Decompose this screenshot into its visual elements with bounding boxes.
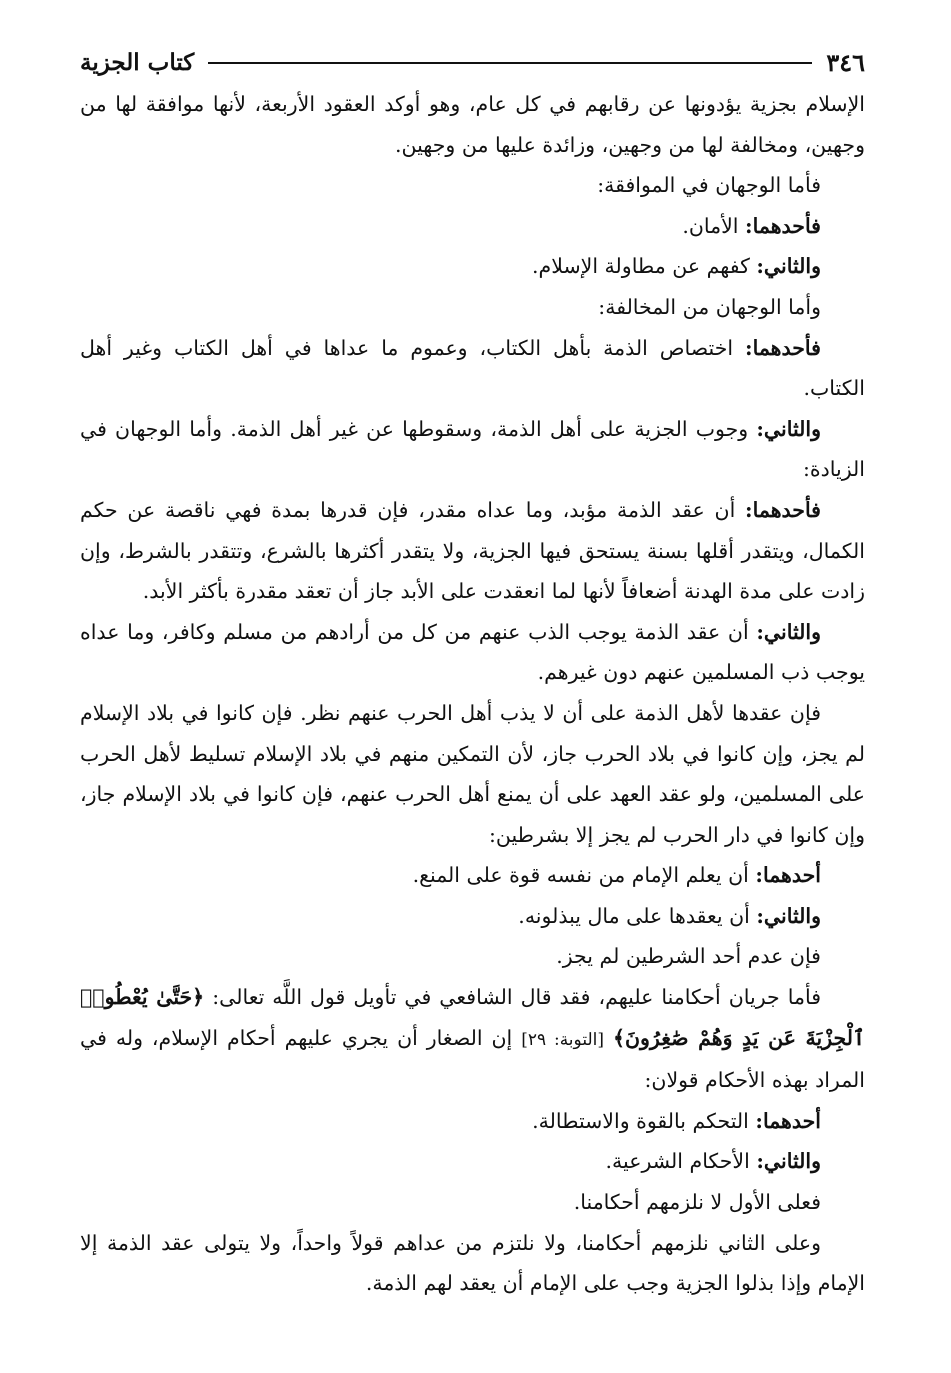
paragraph-text: الأحكام الشرعية.	[605, 1149, 750, 1174]
body-text	[80, 84, 865, 1304]
paragraph	[80, 165, 865, 206]
page-number: ٣٤٦	[826, 47, 865, 77]
paragraph-lead: فأحدهما:	[745, 497, 821, 522]
paragraph-text: وعلى الثاني نلزمهم أحكامنا، ولا نلتزم من عداهم قولاً واحداً، ولا يتولى عقد الذمة إلا الإمام وإذا بذلوا الجزية وجب على الإمام أن يعقد لهم الذمة.	[80, 1230, 865, 1296]
paragraph-text: كفهم عن مطاولة الإسلام.	[532, 254, 750, 279]
paragraph	[80, 855, 865, 896]
paragraph-lead: والثاني:	[756, 416, 821, 441]
page-header	[80, 40, 865, 84]
paragraph	[80, 1223, 865, 1304]
paragraph	[80, 1101, 865, 1142]
paragraph-text: فأما الوجهان في الموافقة:	[597, 173, 821, 198]
paragraph-lead: والثاني:	[756, 1149, 821, 1174]
header-rule	[208, 62, 812, 64]
running-title: كتاب الجزية	[80, 48, 195, 76]
paragraph-text: الأمان.	[682, 213, 739, 238]
paragraph	[80, 206, 865, 247]
paragraph	[80, 1141, 865, 1182]
paragraph-text: اختصاص الذمة بأهل الكتاب، وعموم ما عداها في أهل الكتاب وغير أهل الكتاب.	[80, 335, 865, 401]
verse-reference: [التوبة: ٢٩]	[521, 1029, 604, 1050]
paragraph	[80, 84, 865, 165]
paragraph-text: فعلى الأول لا نلزمهم أحكامنا.	[573, 1190, 821, 1215]
paragraph	[80, 409, 865, 490]
paragraph-lead: فأحدهما:	[745, 335, 821, 360]
paragraph-lead: أحدهما:	[755, 863, 821, 888]
paragraph-lead: فأحدهما:	[745, 213, 821, 238]
paragraph	[80, 936, 865, 977]
paragraph	[80, 490, 865, 612]
quran-verse: ﴿حَتَّىٰ يُعْطُوا۟ ٱلْجِزْيَةَ عَن يَدٍ وَهُمْ صَٰغِرُونَ﴾	[80, 985, 865, 1050]
paragraph	[80, 328, 865, 409]
paragraph-text: فإن عدم أحد الشرطين لم يجز.	[556, 944, 821, 969]
paragraph-text: الإسلام بجزية يؤدونها عن رقابهم في كل عام، وهو أوكد العقود الأربعة، لأنها موافقة لها من وجهين، ومخالفة لها من وجهين، وزائدة عليها من وجهين.	[80, 92, 865, 157]
paragraph-lead: والثاني:	[756, 903, 821, 928]
paragraph	[80, 246, 865, 287]
paragraph-text: أن عقد الذمة مؤبد، وما عداه مقدر، فإن قدرها بمدة فهي ناقصة عن حكم الكمال، ويتقدر أقلها بسنة يستحق فيها الجزية، ولا يتقدر أكثرها بالشرع، وتتقدر بالشرط، وإن زادت على مدة الهدنة أضعافاً لأنها لما انعقدت على الأبد جاز أن تعقد مقدرة بأكثر الأبد.	[80, 497, 865, 604]
paragraph	[80, 612, 865, 693]
paragraph	[80, 896, 865, 937]
paragraph-lead: أحدهما:	[755, 1108, 821, 1133]
paragraph-text: وأما الوجهان من المخالفة:	[598, 294, 821, 319]
paragraph-lead: والثاني:	[756, 254, 821, 279]
paragraph-text: فأما جريان أحكامنا عليهم، فقد قال الشافعي في تأويل قول اللَّه تعالى:	[212, 985, 821, 1010]
paragraph-lead: والثاني:	[756, 619, 821, 644]
page	[80, 40, 865, 1304]
paragraph-text: وجوب الجزية على أهل الذمة، وسقوطها عن غير أهل الذمة. وأما الوجهان في الزيادة:	[80, 416, 865, 482]
paragraph-text: أن يعقدها على مال يبذلونه.	[518, 903, 750, 928]
paragraph-text: التحكم بالقوة والاستطالة.	[532, 1108, 749, 1133]
paragraph-text: أن يعلم الإمام من نفسه قوة على المنع.	[412, 863, 749, 888]
paragraph-text: إن الصغار أن يجري عليهم أحكام الإسلام، وله في المراد بهذه الأحكام قولان:	[80, 1025, 865, 1093]
paragraph	[80, 977, 865, 1101]
paragraph	[80, 287, 865, 328]
paragraph	[80, 1182, 865, 1223]
paragraph-text: فإن عقدها لأهل الذمة على أن لا يذب أهل الحرب عنهم نظر. فإن كانوا في بلاد الإسلام لم يجز، وإن كانوا في بلاد الحرب جاز، لأن التمكين منهم في بلاد الإسلام تسليط لأهل الحرب على المسلمين، ولو عقد العهد على أن يمنع أهل الحرب عنهم، فإن كانوا في بلاد الإسلام جاز، وإن كانوا في دار الحرب لم يجز إلا بشرطين:	[80, 700, 865, 847]
paragraph	[80, 693, 865, 855]
paragraph-text: أن عقد الذمة يوجب الذب عنهم من كل من أرادهم من مسلم وكافر، وما عداه يوجب ذب المسلمين عنهم دون غيرهم.	[80, 619, 865, 685]
